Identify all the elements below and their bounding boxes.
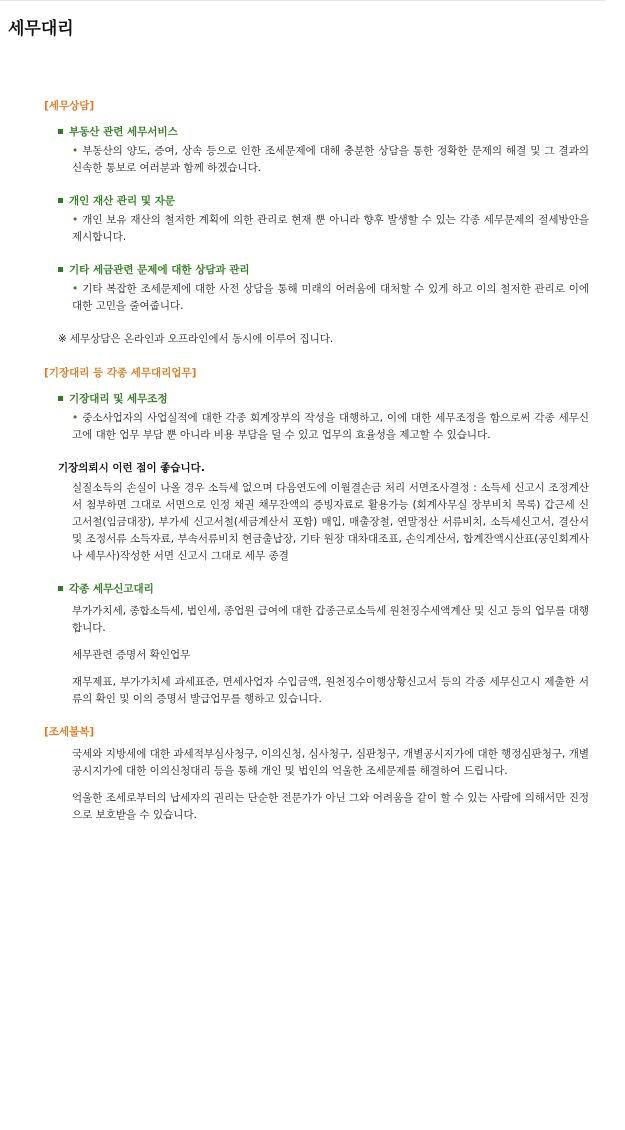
- reference-mark-icon: ※: [58, 333, 67, 345]
- consulting-note: ※ 세무상담은 온라인과 오프라인에서 동시에 이루어 집니다.: [58, 333, 334, 345]
- desc-personal-assets: • 개인 보유 재산의 철저한 계획에 의한 관리로 현재 뿐 아니라 향후 발생할 수 있는 각종 세무문제의 절세방안을 제시합니다.: [72, 214, 589, 243]
- square-bullet-icon: [58, 586, 63, 591]
- subheading-personal-assets: 개인 재산 관리 및 자문: [44, 193, 589, 210]
- dot-bullet-icon: •: [72, 214, 79, 226]
- tax-filing-para-3: 재무제표, 부가가치세 과세표준, 면세사업자 수입금액, 원천징수이행상황신고서 등의 각종 세무신고시 제출한 서류의 확인 및 이의 증명서 발급업무를 행하고 있습니다.: [72, 676, 589, 705]
- square-bullet-icon: [58, 129, 63, 134]
- subheading-bookkeeping-adjustment: 기장대리 및 세무조정: [44, 391, 589, 408]
- dot-bullet-icon: •: [72, 412, 79, 424]
- dot-bullet-icon: •: [72, 283, 79, 295]
- subheading-other-tax: 기타 세금관련 문제에 대한 상담과 관리: [44, 262, 589, 279]
- main-content: [44, 98, 589, 824]
- desc-real-estate: • 부동산의 양도, 증여, 상속 등으로 인한 조세문제에 대해 충분한 상담을 통한 정확한 문제의 해결 및 그 결과의 신속한 통보로 여러분과 함께 하겠습니다.: [72, 145, 589, 174]
- subheading-real-estate: 부동산 관련 세무서비스: [44, 124, 589, 141]
- tax-appeal-para-1: 국세와 지방세에 대한 과세적부심사청구, 이의신청, 심사청구, 심판청구, 개별공시지가에 대한 행정심판청구, 개별공시지가에 대한 이의신청대리 등을 통해 개인 및 법인의 억울한 조세문제를 해결하여 드립니다.: [72, 748, 589, 777]
- tax-filing-para-1: 부가가치세, 종합소득세, 법인세, 종업원 급여에 대한 갑종근로소득세 원천징수세액계산 및 신고 등의 업무를 대행합니다.: [72, 605, 589, 634]
- section-heading-tax-consulting: [세무상담]: [44, 100, 95, 112]
- benefits-title: 기장의뢰시 이런 점이 좋습니다.: [58, 462, 205, 474]
- tax-appeal-para-2: 억울한 조세로부터의 납세자의 권리는 단순한 전문가가 아닌 그와 어려움을 같이 할 수 있는 사람에 의해서만 진정으로 보호받을 수 있습니다.: [72, 792, 589, 821]
- desc-bookkeeping-adjustment: • 중소사업자의 사업실적에 대한 각종 회계장부의 작성을 대행하고, 이에 대한 세무조정을 함으로써 각종 세무신고에 대한 업무 부담 뿐 아니라 비용 부담을 덜 수 있고 업무의 효율성을 제고할 수 있습니다.: [72, 412, 589, 441]
- square-bullet-icon: [58, 267, 63, 272]
- square-bullet-icon: [58, 396, 63, 401]
- tax-filing-para-2: 세무관련 증명서 확인업무: [72, 649, 191, 661]
- section-heading-tax-appeal: [조세불복]: [44, 726, 95, 738]
- benefits-desc: 실질소득의 손실이 나올 경우 소득세 없으며 다음연도에 이월결손금 처리 서면조사결정 : 소득세 신고시 조정계산서 첨부하면 그대로 서면으로 인정 채권 채무잔액의 증빙자료로 활용가능 (회계사무실 장부비치 목록) 갑근세 신고서철(임금대장), 부가세 신고서철(세금계산서 포함) 매입, 매출장철, 연말정산 서류비치, 소득세신고서, 결산서 및 조정서류 소득자료, 부속서류비치 현금출납장, 기타 원장 대차대조표, 손익계산서, 합계잔액시산표(공인회계사나 세무사)작성한 서면 신고시 그대로 세무 종결: [72, 482, 589, 562]
- square-bullet-icon: [58, 198, 63, 203]
- subheading-tax-filing: 각종 세무신고대리: [44, 581, 589, 598]
- dot-bullet-icon: •: [72, 145, 79, 157]
- top-divider: [0, 0, 605, 1]
- desc-other-tax: • 기타 복잡한 조세문제에 대한 사전 상담을 통해 미래의 어려움에 대처할 수 있게 하고 이의 철저한 관리로 이에 대한 고민을 줄여줍니다.: [72, 283, 589, 312]
- page-title: 세무대리: [8, 19, 74, 39]
- section-heading-bookkeeping: [기장대리 등 각종 세무대리업무]: [44, 367, 197, 379]
